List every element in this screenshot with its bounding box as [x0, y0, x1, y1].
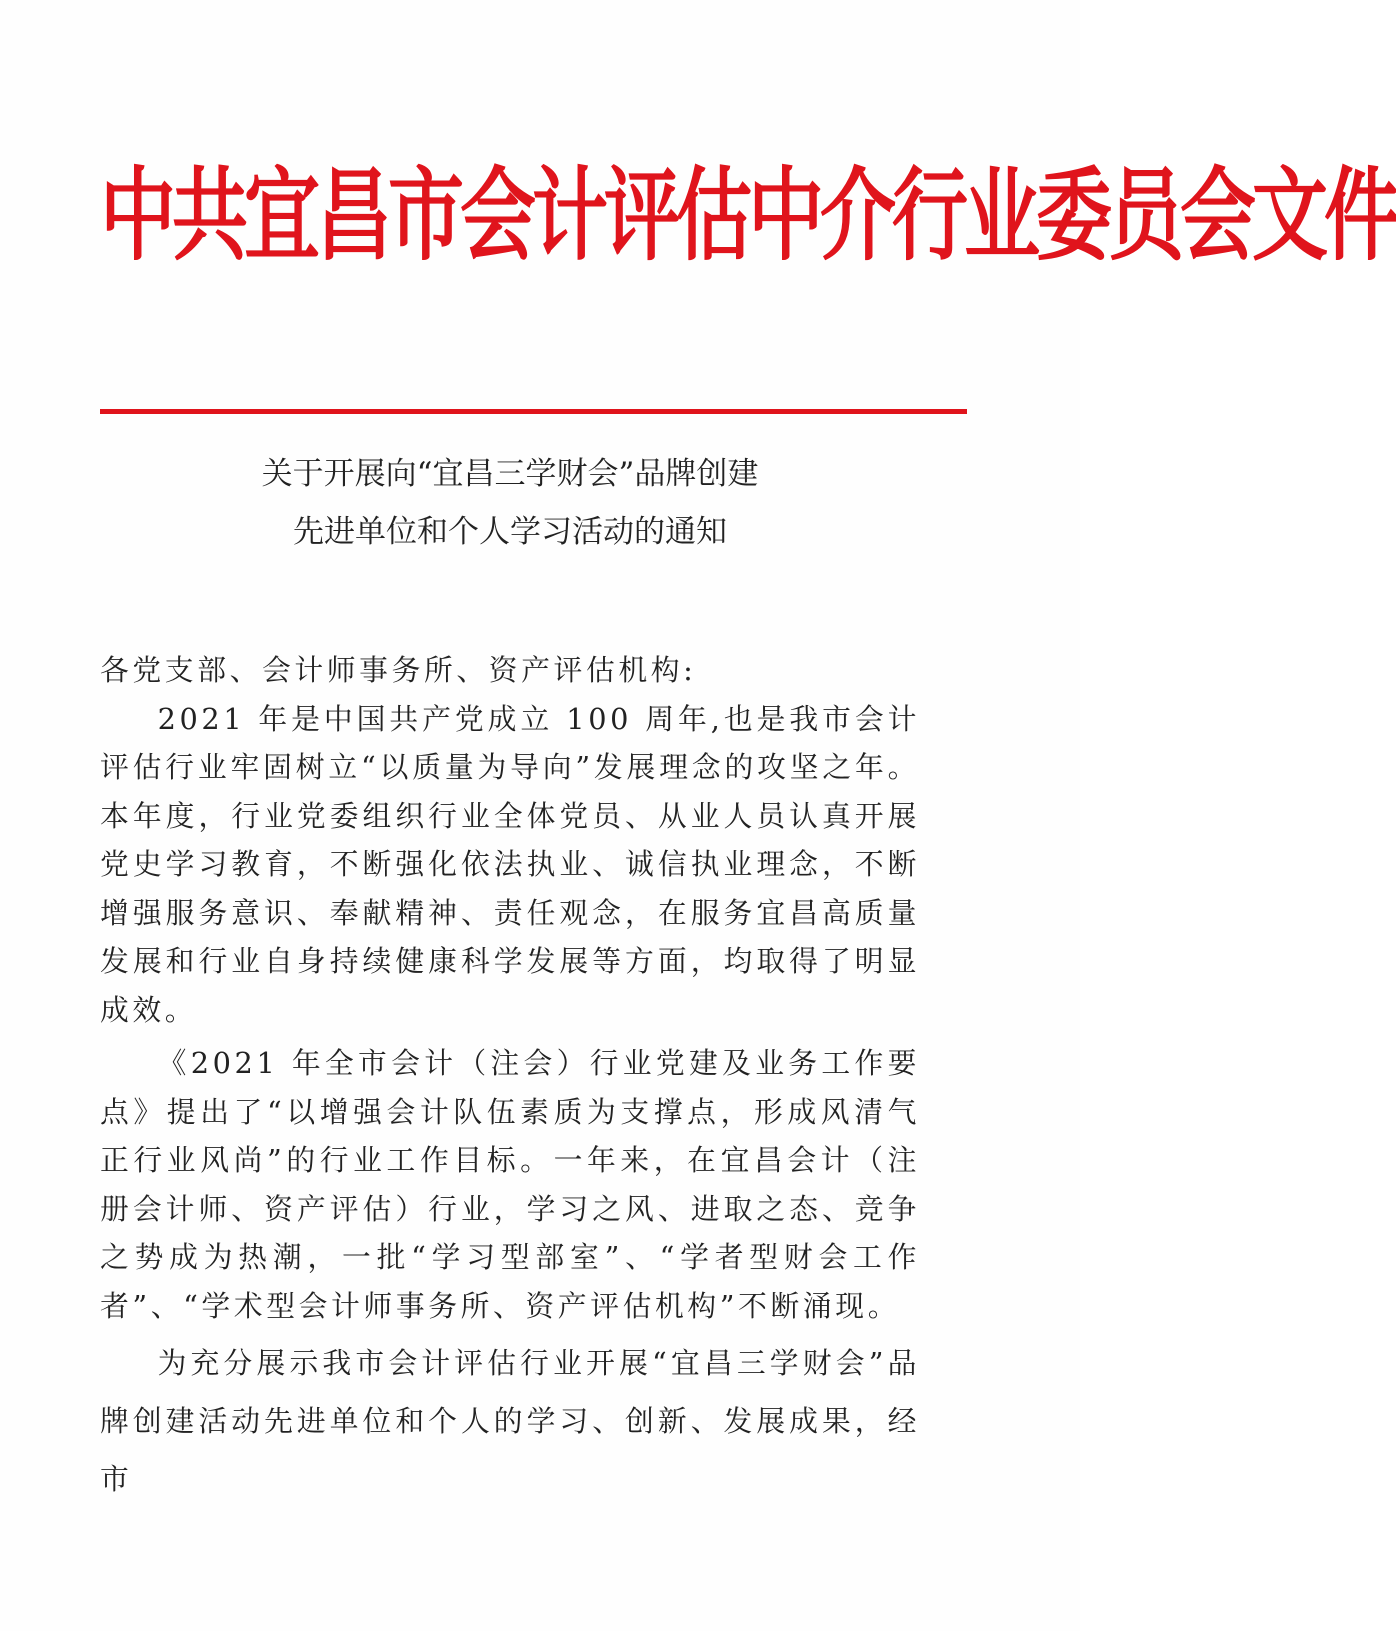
- body-paragraph-2: 《2021 年全市会计（注会）行业党建及业务工作要点》提出了“以增强会计队伍素质为支撑点，形成风清气正行业风尚”的行业工作目标。一年来，在宜昌会计（注册会计师、资产评估）行业，学习之风、进取之态、竞争之势成为热潮，一批“学习型部室”、“学者型财会工作者”、“学术型会计师事务所、资产评估机构”不断涌现。: [100, 1046, 920, 1323]
- salutation: 各党支部、会计师事务所、资产评估机构:: [100, 653, 697, 687]
- document-header-title: 中共宜昌市会计评估中介行业委员会文件: [100, 155, 1396, 275]
- notice-title-line-1: 关于开展向“宜昌三学财会”品牌创建: [261, 456, 759, 492]
- notice-title-line-2: 先进单位和个人学习活动的通知: [293, 514, 727, 550]
- header-red-rule: [100, 409, 967, 414]
- document-body: [100, 646, 920, 1508]
- body-paragraph-1: 2021 年是中国共产党成立 100 周年,也是我市会计评估行业牢固树立“以质量为导向”发展理念的攻坚之年。本年度，行业党委组织行业全体党员、从业人员认真开展党史学习教育，不断强化依法执业、诚信执业理念，不断增强服务意识、奉献精神、责任观念，在服务宜昌高质量发展和行业自身持续健康科学发展等方面，均取得了明显成效。: [100, 701, 920, 1027]
- body-paragraph-3: 为充分展示我市会计评估行业开展“宜昌三学财会”品牌创建活动先进单位和个人的学习、创新、发展成果，经市: [100, 1346, 920, 1496]
- notice-title: [100, 445, 920, 561]
